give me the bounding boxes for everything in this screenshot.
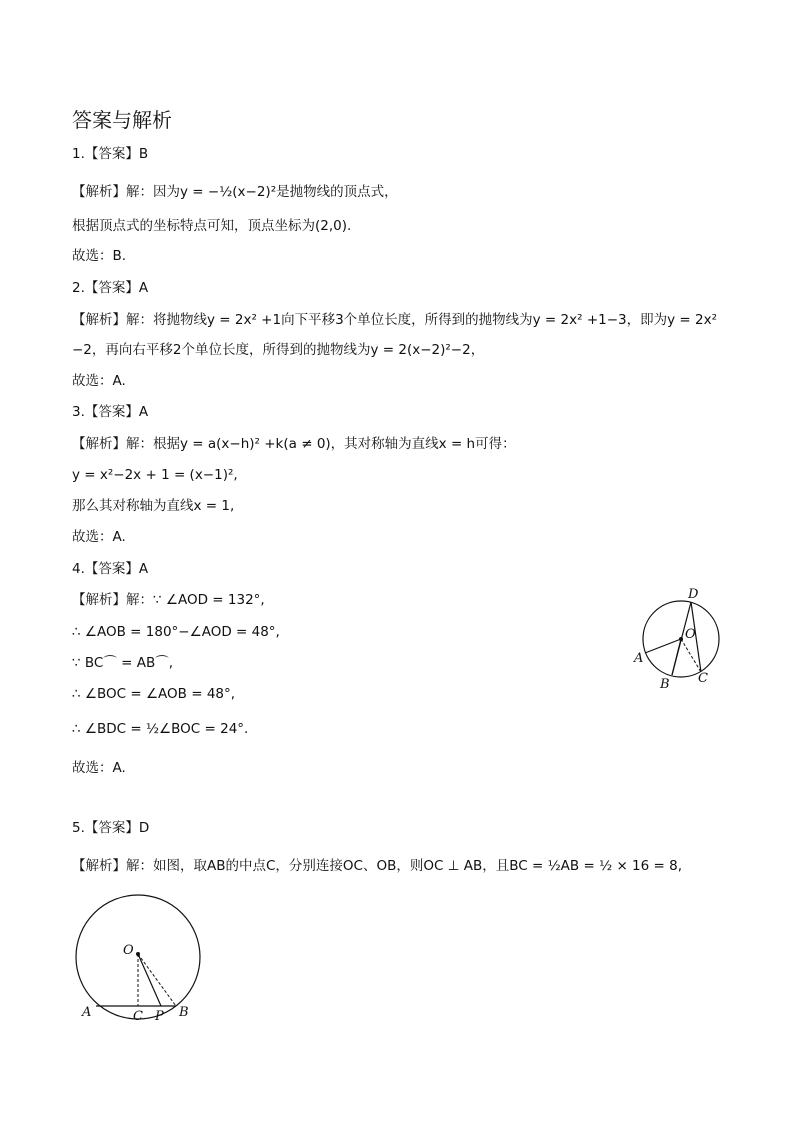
q2-answer: 2.【答案】A [72, 280, 149, 296]
q4-label-B: B [660, 677, 670, 692]
q4-line5: ∴ ∠BDC = ½∠BOC = 24°. [72, 721, 249, 737]
page-title: 答案与解析 [72, 108, 172, 132]
q4-label-C: C [698, 671, 708, 686]
q2-choose: 故选：A. [72, 373, 126, 389]
q4-seg-OC [681, 639, 701, 672]
q3-line3: 那么其对称轴为直线x = 1, [72, 498, 235, 514]
q5-point-O [136, 952, 140, 956]
q5-label-C: C [133, 1009, 143, 1024]
q4-label-A: A [634, 651, 644, 666]
q1-choose: 故选：B. [72, 248, 127, 264]
q5-label-P: P [155, 1009, 164, 1024]
q5-analysis: 【解析】解：如图，取AB的中点C，分别连接OC、OB，则OC ⊥ AB，且BC = ½AB = ½ × 16 = 8, [72, 858, 683, 874]
q4-line4: ∴ ∠BOC = ∠AOB = 48°, [72, 686, 236, 702]
q3-analysis: 【解析】解：根据y = a(x−h)² +k(a ≠ 0)，其对称轴为直线x = h可得： [72, 436, 516, 452]
q5-answer: 5.【答案】D [72, 820, 150, 836]
q3-answer: 3.【答案】A [72, 404, 149, 420]
q5-circle-figure [72, 892, 206, 1024]
q2-analysis-2: −2，再向右平移2个单位长度，所得到的抛物线为y = 2(x−2)²−2， [72, 342, 485, 358]
q4-line3: ∵ BC⌒ = AB⌒, [72, 655, 174, 671]
q4-circle-figure [628, 582, 738, 694]
q4-analysis: 【解析】解：∵ ∠AOD = 132°, [72, 592, 265, 608]
q1-analysis: 【解析】解：因为y = −½(x−2)²是抛物线的顶点式， [72, 184, 398, 200]
q1-line2: 根据顶点式的坐标特点可知，顶点坐标为(2,0). [72, 218, 352, 234]
q1-answer: 1.【答案】B [72, 146, 149, 162]
q2-analysis-1: 【解析】解：将抛物线y = 2x² +1向下平移3个单位长度，所得到的抛物线为y = 2x² +1−3，即为y = 2x² [72, 312, 717, 328]
q4-seg-AO [645, 639, 681, 653]
q5-label-A: A [82, 1005, 92, 1020]
q4-label-O: O [685, 627, 696, 642]
q4-point-O [679, 637, 683, 641]
q4-line2: ∴ ∠AOB = 180°−∠AOD = 48°, [72, 624, 280, 640]
q4-answer: 4.【答案】A [72, 561, 149, 577]
q5-label-B: B [179, 1005, 189, 1020]
q4-label-D: D [688, 587, 699, 602]
q4-choose: 故选：A. [72, 760, 126, 776]
q3-choose: 故选：A. [72, 529, 126, 545]
q5-label-O: O [123, 943, 134, 958]
q3-line2: y = x²−2x + 1 = (x−1)², [72, 467, 238, 483]
